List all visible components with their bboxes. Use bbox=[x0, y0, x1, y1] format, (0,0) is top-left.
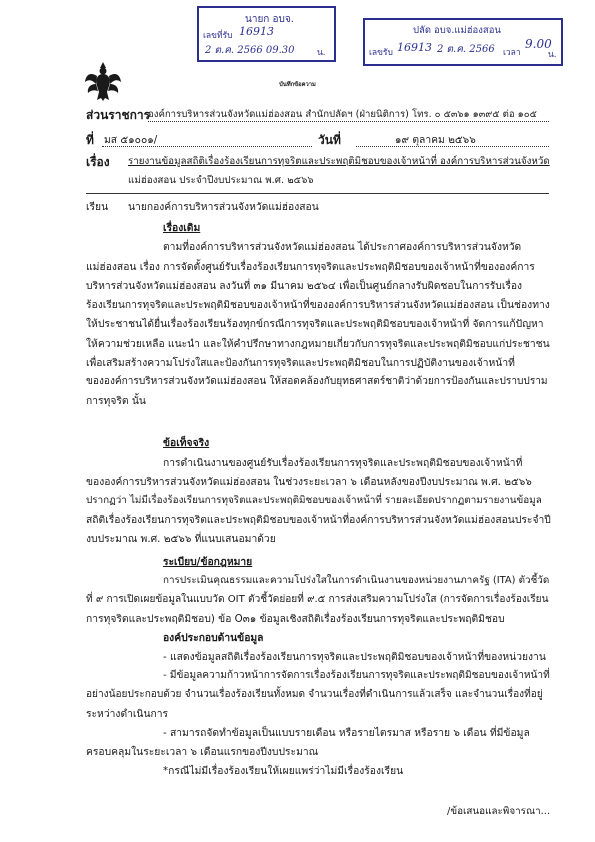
date-dotline bbox=[356, 146, 549, 147]
memo-title: บันทึกข้อความ bbox=[279, 82, 316, 88]
law-line: การประเมินคุณธรรมและความโปร่งใสในการดำเนินงานของหน่วยงานภาครัฐ (ITA) ตัวชี้วัด bbox=[163, 575, 550, 586]
components-line: - แสดงข้อมูลสถิติเรื่องร้องเรียนการทุจริตและประพฤติมิชอบของเจ้าหน้าที่ของหน่วยงาน bbox=[163, 651, 546, 663]
date-label: วันที่ bbox=[318, 133, 341, 147]
facts-heading: ข้อเท็จจริง bbox=[163, 437, 210, 449]
facts-line: สถิติเรื่องร้องเรียนการทุจริตและประพฤติมิชอบของเจ้าหน้าที่องค์การบริหารส่วนจังหวัดแม่ฮ่องสอนประจำปี bbox=[86, 514, 551, 526]
to-value: นายกองค์การบริหารส่วนจังหวัดแม่ฮ่องสอน bbox=[128, 201, 319, 213]
stamp-left-receive-label: เลขที่รับ bbox=[203, 31, 233, 41]
agency-value: องค์การบริหารส่วนจังหวัดแม่ฮ่องสอน สำนักปลัดฯ (ฝ่ายนิติการ) โทร. ๐ ๕๓๖๑ ๑๓๙๕ ต่อ ๑๐๕ bbox=[148, 109, 537, 120]
background-line: เพื่อเสริมสร้างความโปร่งใสและป้องกันการทุจริตและประพฤติมิชอบในการปฏิบัติงานของเจ้าหน้าที่ bbox=[86, 357, 515, 369]
law-heading: ระเบียบ/ข้อกฎหมาย bbox=[163, 556, 253, 568]
background-heading: เรื่องเดิม bbox=[163, 222, 201, 234]
background-line: ให้ประชาชนได้ยื่นเรื่องร้องเรียนร้องทุกข์กรณีการทุจริตและประพฤติมิชอบของเจ้าหน้าที่ จัดการแก้ปัญหา bbox=[86, 318, 544, 330]
subject-line-1: รายงานข้อมูลสถิติเรื่องร้องเรียนการทุจริตและประพฤติมิชอบของเจ้าหน้าที่ องค์การบริหารส่วนจังหวัด bbox=[128, 156, 550, 167]
components-line: อย่างน้อยประกอบด้วย จำนวนเรื่องร้องเรียนทั้งหมด จำนวนเรื่องที่ดำเนินการแล้วเสร็จ และจำนวนเรื่องที่อยู่ bbox=[86, 689, 543, 700]
continued-note: /ข้อเสนอและพิจารณา... bbox=[447, 806, 551, 817]
stamp-left-receive-no: 16913 bbox=[239, 25, 274, 38]
stamp-right-unit: น. bbox=[548, 50, 557, 60]
subject-line-2: แม่ฮ่องสอน ประจำปีงบประมาณ พ.ศ. ๒๕๖๖ bbox=[128, 175, 314, 186]
receive-stamp-left bbox=[197, 6, 336, 62]
facts-line: งบประมาณ พ.ศ. ๒๕๖๖ ที่แนบเสนอมาด้วย bbox=[86, 533, 276, 545]
law-line: การทุจริตและประพฤติมิชอบ) ข้อ O๓๑ ข้อมูลเชิงสถิติเรื่องร้องเรียนการทุจริตและประพฤติมิชอบ bbox=[86, 613, 505, 625]
ref-label: ที่ bbox=[86, 133, 94, 147]
to-label: เรียน bbox=[86, 201, 109, 213]
components-line: ครอบคลุมในระยะเวลา ๖ เดือนแรกของปีงบประมาณ bbox=[86, 746, 319, 758]
background-line: ตามที่องค์การบริหารส่วนจังหวัดแม่ฮ่องสอน ได้ประกาศองค์การบริหารส่วนจังหวัด bbox=[163, 241, 522, 253]
stamp-right-receive-no: 16913 bbox=[397, 41, 432, 54]
facts-line: ขององค์การบริหารส่วนจังหวัดแม่ฮ่องสอน ในช่วงระยะเวลา ๖ เดือนหลังของปีงบประมาณ พ.ศ. ๒๕๖๖ bbox=[86, 476, 532, 488]
facts-line: การดำเนินงานของศูนย์รับเรื่องร้องเรียนการทุจริตและประพฤติมิชอบของเจ้าหน้าที่ bbox=[163, 457, 523, 469]
stamp-left-unit: น. bbox=[317, 48, 326, 58]
stamp-right-time: 9.00 bbox=[525, 37, 552, 51]
stamp-left-office: นายก อบจ. bbox=[245, 14, 294, 25]
background-line: การทุจริต นั้น bbox=[86, 395, 146, 407]
receive-stamp-right bbox=[363, 18, 563, 66]
agency-label: ส่วนราชการ bbox=[86, 108, 151, 122]
stamp-right-time-label: เวลา bbox=[503, 48, 521, 58]
stamp-right-office: ปลัด อบจ.แม่ฮ่องสอน bbox=[413, 25, 501, 36]
background-line: แม่ฮ่องสอน เรื่อง การจัดตั้งศูนย์รับเรื่องร้องเรียนการทุจริตและประพฤติมิชอบของเจ้าหน้าที่ขององค์การ bbox=[86, 261, 535, 273]
ref-dotline bbox=[102, 146, 312, 147]
components-heading: องค์ประกอบด้านข้อมูล bbox=[163, 632, 264, 644]
background-line: บริหารส่วนจังหวัดแม่ฮ่องสอน ลงวันที่ ๓๑ มีนาคม ๒๕๖๔ เพื่อเป็นศูนย์กลางรับผิดชอบในการรับเรื่อง bbox=[86, 280, 523, 292]
stamp-left-date: 2 ต.ค. 2566 09.30 bbox=[205, 45, 295, 56]
ref-value: มส ๕๑๐๐๑/ bbox=[104, 134, 158, 146]
stamp-right-date: 2 ต.ค. 2566 bbox=[437, 44, 495, 55]
header-divider bbox=[86, 193, 549, 194]
components-line: - สามารถจัดทำข้อมูลเป็นแบบรายเดือน หรือรายไตรมาส หรือราย ๖ เดือน ที่มีข้อมูล bbox=[163, 727, 530, 739]
stamp-right-receive-label: เลขรับ bbox=[369, 48, 393, 58]
components-line: ระหว่างดำเนินการ bbox=[86, 708, 169, 720]
components-line: *กรณีไม่มีเรื่องร้องเรียนให้เผยแพร่ว่าไม่มีเรื่องร้องเรียน bbox=[163, 765, 404, 777]
agency-dotline bbox=[148, 121, 549, 122]
law-line: ที่ ๙ การเปิดเผยข้อมูลในแบบวัด OIT ตัวชี้วัดย่อยที่ ๙.๕ การส่งเสริมความโปร่งใส (การจัดการเรื่องร้องเรียน bbox=[86, 594, 549, 605]
facts-line: ปรากฏว่า ไม่มีเรื่องร้องเรียนการทุจริตและประพฤติมิชอบของเจ้าหน้าที่ รายละเอียดปรากฏตามรายงานข้อมูล bbox=[86, 495, 542, 506]
background-line: ให้ความช่วยเหลือ แนะนำ และให้คำปรึกษาทางกฎหมายเกี่ยวกับการทุจริตและประพฤติมิชอบแก่ประชาชน bbox=[86, 338, 550, 350]
background-line: ร้องเรียนการทุจริตและประพฤติมิชอบของเจ้าหน้าที่ขององค์การบริหารส่วนจังหวัดแม่ฮ่องสอน เป็นช่องทาง bbox=[86, 299, 550, 311]
background-line: ขององค์การบริหารส่วนจังหวัดแม่ฮ่องสอน ให้สอดคล้องกับยุทธศาสตร์ชาติว่าด้วยการป้องกันและปราบปราม bbox=[86, 376, 548, 387]
components-line: - มีข้อมูลความก้าวหน้าการจัดการเรื่องร้องเรียนการทุจริตและประพฤติมิชอบของเจ้าหน้าที่ bbox=[163, 670, 550, 681]
subject-label: เรื่อง bbox=[86, 155, 110, 169]
date-value: ๑๙ ตุลาคม ๒๕๖๖ bbox=[395, 134, 476, 146]
